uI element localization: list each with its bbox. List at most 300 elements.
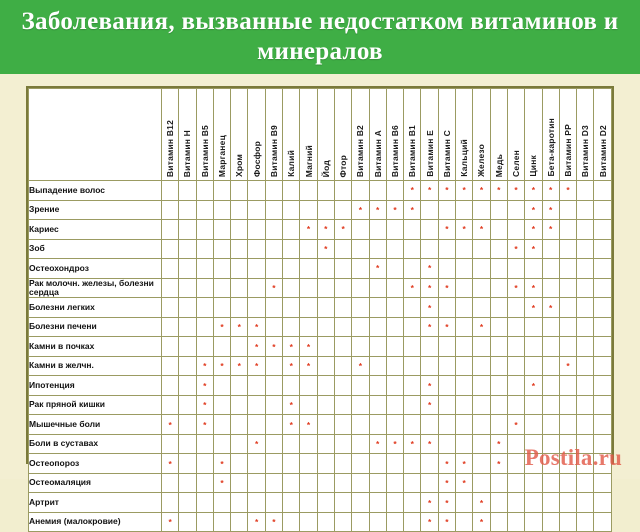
table-cell bbox=[594, 512, 612, 532]
table-cell bbox=[231, 337, 248, 357]
table-cell bbox=[231, 298, 248, 318]
column-header-label: Витамин D3 bbox=[580, 124, 591, 177]
table-cell: * bbox=[213, 473, 230, 493]
column-header-label: Фтор bbox=[338, 154, 349, 177]
table-cell bbox=[386, 512, 403, 532]
table-cell bbox=[577, 356, 594, 376]
table-cell bbox=[559, 376, 576, 396]
table-cell bbox=[438, 415, 455, 435]
table-cell bbox=[162, 317, 179, 337]
column-header bbox=[231, 89, 248, 181]
table-cell: * bbox=[265, 512, 282, 532]
table-cell: * bbox=[421, 512, 438, 532]
table-cell bbox=[300, 395, 317, 415]
table-body bbox=[29, 181, 612, 532]
table-cell bbox=[179, 512, 196, 532]
table-cell bbox=[352, 454, 369, 474]
table-cell bbox=[196, 337, 213, 357]
table-cell: * bbox=[542, 200, 559, 220]
table-cell bbox=[283, 493, 300, 513]
table-row bbox=[29, 356, 612, 376]
table-cell bbox=[490, 220, 507, 240]
column-header-label: Цинк bbox=[528, 155, 539, 177]
table-cell: * bbox=[525, 200, 542, 220]
table-cell bbox=[490, 395, 507, 415]
table-cell bbox=[369, 473, 386, 493]
table-cell bbox=[490, 337, 507, 357]
table-cell bbox=[473, 239, 490, 259]
table-cell bbox=[317, 512, 334, 532]
table-cell bbox=[283, 259, 300, 279]
table-cell: * bbox=[404, 200, 421, 220]
watermark-label: Postila.ru bbox=[524, 445, 622, 470]
table-cell: * bbox=[525, 239, 542, 259]
table-cell bbox=[386, 395, 403, 415]
table-cell bbox=[456, 415, 473, 435]
table-cell bbox=[473, 376, 490, 396]
table-cell: * bbox=[317, 239, 334, 259]
table-cell bbox=[456, 200, 473, 220]
table-cell bbox=[317, 454, 334, 474]
table-cell bbox=[317, 259, 334, 279]
table-cell: * bbox=[231, 317, 248, 337]
table-cell bbox=[248, 493, 265, 513]
table-cell: * bbox=[438, 512, 455, 532]
table-cell bbox=[507, 259, 524, 279]
table-cell bbox=[265, 493, 282, 513]
table-cell bbox=[542, 376, 559, 396]
table-cell: * bbox=[300, 220, 317, 240]
disease-label: Рак пряной кишки bbox=[29, 395, 162, 415]
table-cell bbox=[525, 395, 542, 415]
table-cell bbox=[317, 415, 334, 435]
table-cell bbox=[265, 395, 282, 415]
column-header bbox=[421, 89, 438, 181]
table-cell: * bbox=[334, 220, 351, 240]
table-cell: * bbox=[162, 454, 179, 474]
column-header bbox=[179, 89, 196, 181]
table-cell: * bbox=[300, 356, 317, 376]
table-cell bbox=[196, 200, 213, 220]
table-row bbox=[29, 298, 612, 318]
table-cell bbox=[300, 376, 317, 396]
table-cell bbox=[162, 376, 179, 396]
table-cell bbox=[162, 278, 179, 298]
table-cell bbox=[248, 376, 265, 396]
table-cell bbox=[456, 337, 473, 357]
table-cell bbox=[456, 239, 473, 259]
table-cell bbox=[542, 317, 559, 337]
column-header-label: Марганец bbox=[217, 134, 228, 177]
table-cell bbox=[265, 259, 282, 279]
table-cell: * bbox=[438, 220, 455, 240]
table-cell bbox=[404, 512, 421, 532]
table-cell: * bbox=[438, 473, 455, 493]
table-cell bbox=[213, 493, 230, 513]
table-cell bbox=[179, 434, 196, 454]
table-cell: * bbox=[507, 239, 524, 259]
table-cell: * bbox=[438, 493, 455, 513]
column-header bbox=[404, 89, 421, 181]
table-cell bbox=[404, 317, 421, 337]
table-cell bbox=[213, 415, 230, 435]
table-cell bbox=[334, 200, 351, 220]
table-cell bbox=[317, 376, 334, 396]
table-cell bbox=[507, 317, 524, 337]
table-cell bbox=[369, 298, 386, 318]
table-cell: * bbox=[456, 454, 473, 474]
table-cell bbox=[594, 337, 612, 357]
column-header-label: Кальций bbox=[459, 139, 470, 177]
table-cell: * bbox=[248, 337, 265, 357]
column-header-label: Витамин D2 bbox=[597, 124, 608, 177]
table-cell bbox=[577, 278, 594, 298]
table-cell bbox=[352, 278, 369, 298]
table-cell bbox=[404, 239, 421, 259]
table-cell bbox=[179, 278, 196, 298]
table-cell bbox=[352, 473, 369, 493]
column-header-label: Витамин B6 bbox=[390, 124, 400, 177]
table-cell bbox=[300, 454, 317, 474]
table-row bbox=[29, 220, 612, 240]
table-cell bbox=[283, 239, 300, 259]
column-header-label: Витамин B9 bbox=[268, 124, 279, 177]
table-cell bbox=[456, 376, 473, 396]
table-cell bbox=[283, 220, 300, 240]
table-cell bbox=[334, 473, 351, 493]
table-cell bbox=[594, 220, 612, 240]
table-cell bbox=[265, 473, 282, 493]
table-cell bbox=[300, 298, 317, 318]
table-cell bbox=[456, 395, 473, 415]
table-cell bbox=[559, 395, 576, 415]
table-cell: * bbox=[369, 200, 386, 220]
table-cell bbox=[456, 493, 473, 513]
table-cell: * bbox=[438, 278, 455, 298]
table-cell bbox=[369, 337, 386, 357]
table-cell bbox=[559, 239, 576, 259]
table-cell bbox=[317, 181, 334, 201]
table-cell bbox=[577, 317, 594, 337]
table-cell bbox=[352, 376, 369, 396]
table-cell bbox=[490, 278, 507, 298]
table-cell bbox=[404, 259, 421, 279]
table-cell bbox=[559, 259, 576, 279]
table-cell bbox=[438, 376, 455, 396]
table-cell bbox=[283, 473, 300, 493]
table-row bbox=[29, 395, 612, 415]
table-cell bbox=[542, 356, 559, 376]
table-cell bbox=[283, 434, 300, 454]
column-header bbox=[525, 89, 542, 181]
table-cell: * bbox=[525, 298, 542, 318]
table-cell bbox=[490, 493, 507, 513]
table-cell: * bbox=[213, 454, 230, 474]
table-cell: * bbox=[542, 298, 559, 318]
table-cell bbox=[248, 298, 265, 318]
table-cell bbox=[577, 454, 594, 474]
table-cell: * bbox=[473, 317, 490, 337]
table-cell bbox=[369, 278, 386, 298]
table-cell bbox=[162, 181, 179, 201]
table-cell bbox=[248, 259, 265, 279]
column-header bbox=[162, 89, 179, 181]
table-cell: * bbox=[525, 278, 542, 298]
table-cell: * bbox=[231, 356, 248, 376]
table-cell bbox=[248, 278, 265, 298]
table-cell bbox=[300, 317, 317, 337]
table-cell bbox=[248, 220, 265, 240]
table-cell: * bbox=[421, 181, 438, 201]
table-cell bbox=[438, 356, 455, 376]
table-cell bbox=[317, 298, 334, 318]
table-cell bbox=[352, 337, 369, 357]
table-cell bbox=[283, 376, 300, 396]
table-cell: * bbox=[542, 220, 559, 240]
column-header-label: Хром bbox=[234, 153, 245, 177]
table-cell bbox=[196, 298, 213, 318]
table-cell bbox=[525, 512, 542, 532]
table-cell: * bbox=[473, 220, 490, 240]
table-cell bbox=[577, 259, 594, 279]
table-row bbox=[29, 454, 612, 474]
column-header bbox=[386, 89, 403, 181]
table-cell bbox=[352, 317, 369, 337]
table-cell bbox=[559, 512, 576, 532]
table-cell bbox=[352, 493, 369, 513]
table-cell bbox=[300, 278, 317, 298]
table-cell bbox=[162, 337, 179, 357]
table-cell bbox=[300, 259, 317, 279]
column-header bbox=[490, 89, 507, 181]
table-cell bbox=[438, 259, 455, 279]
table-cell bbox=[473, 454, 490, 474]
column-header-label: Медь bbox=[493, 153, 504, 177]
table-cell bbox=[473, 395, 490, 415]
table-cell: * bbox=[404, 278, 421, 298]
table-cell bbox=[231, 376, 248, 396]
table-cell bbox=[577, 239, 594, 259]
table-cell bbox=[456, 434, 473, 454]
table-cell bbox=[559, 415, 576, 435]
table-cell: * bbox=[162, 512, 179, 532]
column-header-label: Витамин B12 bbox=[165, 119, 176, 177]
table-cell: * bbox=[456, 473, 473, 493]
table-cell: * bbox=[265, 278, 282, 298]
table-row bbox=[29, 259, 612, 279]
table-cell bbox=[507, 512, 524, 532]
table-cell bbox=[162, 239, 179, 259]
disease-label: Артрит bbox=[29, 493, 162, 513]
table-cell bbox=[404, 454, 421, 474]
table-cell bbox=[525, 473, 542, 493]
table-cell bbox=[438, 200, 455, 220]
table-cell bbox=[559, 473, 576, 493]
table-cell bbox=[317, 278, 334, 298]
column-header-label: Бета-каротин bbox=[545, 118, 556, 177]
table-cell bbox=[421, 220, 438, 240]
table-header-row bbox=[29, 89, 612, 181]
table-cell: * bbox=[213, 317, 230, 337]
table-cell bbox=[386, 181, 403, 201]
column-header-label: Йод bbox=[320, 159, 331, 177]
table-cell bbox=[213, 200, 230, 220]
table-cell bbox=[283, 317, 300, 337]
table-cell bbox=[179, 239, 196, 259]
table-cell bbox=[404, 220, 421, 240]
table-cell bbox=[559, 298, 576, 318]
table-row bbox=[29, 239, 612, 259]
table-cell bbox=[542, 493, 559, 513]
table-cell: * bbox=[438, 317, 455, 337]
table-cell bbox=[542, 239, 559, 259]
table-cell bbox=[386, 493, 403, 513]
table-cell bbox=[404, 473, 421, 493]
column-header-label: Витамин B5 bbox=[199, 124, 210, 177]
table-cell bbox=[594, 278, 612, 298]
table-cell bbox=[179, 298, 196, 318]
disease-label: Кариес bbox=[29, 220, 162, 240]
table-cell: * bbox=[283, 395, 300, 415]
table-cell bbox=[542, 259, 559, 279]
table-cell bbox=[334, 239, 351, 259]
table-cell bbox=[248, 395, 265, 415]
table-cell: * bbox=[421, 395, 438, 415]
table-cell bbox=[248, 454, 265, 474]
table-cell bbox=[231, 181, 248, 201]
disease-label: Камни в желчн. bbox=[29, 356, 162, 376]
table-cell bbox=[542, 395, 559, 415]
table-cell bbox=[317, 337, 334, 357]
column-header-label: Витамин C bbox=[441, 129, 452, 177]
table-cell bbox=[577, 434, 594, 454]
table-cell bbox=[300, 181, 317, 201]
table-cell bbox=[369, 181, 386, 201]
table-cell bbox=[386, 337, 403, 357]
table-cell bbox=[352, 298, 369, 318]
table-cell bbox=[577, 337, 594, 357]
table-cell bbox=[231, 434, 248, 454]
table-cell bbox=[231, 493, 248, 513]
table-cell: * bbox=[473, 181, 490, 201]
table-row bbox=[29, 278, 612, 298]
table-cell bbox=[490, 317, 507, 337]
table-cell: * bbox=[248, 356, 265, 376]
table-cell bbox=[213, 278, 230, 298]
table-row bbox=[29, 473, 612, 493]
table-cell: * bbox=[525, 181, 542, 201]
table-cell bbox=[369, 512, 386, 532]
table-cell bbox=[577, 473, 594, 493]
column-header bbox=[438, 89, 455, 181]
table-cell bbox=[283, 200, 300, 220]
table-cell bbox=[525, 356, 542, 376]
table-cell bbox=[317, 356, 334, 376]
table-cell bbox=[473, 278, 490, 298]
table-cell: * bbox=[317, 220, 334, 240]
table-cell bbox=[421, 415, 438, 435]
table-cell: * bbox=[196, 395, 213, 415]
table-cell bbox=[525, 415, 542, 435]
table-cell bbox=[438, 298, 455, 318]
table-cell bbox=[438, 395, 455, 415]
table-cell bbox=[300, 434, 317, 454]
table-cell bbox=[369, 317, 386, 337]
table-cell bbox=[404, 298, 421, 318]
table-cell bbox=[352, 415, 369, 435]
table-cell bbox=[525, 434, 542, 454]
column-header bbox=[248, 89, 265, 181]
table-cell bbox=[300, 239, 317, 259]
table-row bbox=[29, 434, 612, 454]
table-cell bbox=[594, 473, 612, 493]
table-cell bbox=[594, 454, 612, 474]
table-cell: * bbox=[490, 181, 507, 201]
table-cell bbox=[334, 376, 351, 396]
table-cell: * bbox=[421, 298, 438, 318]
table-cell bbox=[196, 181, 213, 201]
table-cell: * bbox=[421, 493, 438, 513]
disease-label: Выпадение волос bbox=[29, 181, 162, 201]
column-header-label: Фосфор bbox=[251, 141, 262, 177]
table-cell bbox=[334, 181, 351, 201]
table-cell bbox=[213, 259, 230, 279]
table-cell bbox=[213, 376, 230, 396]
table-cell bbox=[577, 376, 594, 396]
table-cell bbox=[162, 473, 179, 493]
table-cell bbox=[594, 259, 612, 279]
table-cell bbox=[577, 415, 594, 435]
table-cell: * bbox=[559, 181, 576, 201]
table-cell bbox=[559, 278, 576, 298]
table-cell bbox=[317, 473, 334, 493]
table-cell bbox=[317, 200, 334, 220]
table-cell bbox=[438, 434, 455, 454]
table-cell bbox=[490, 259, 507, 279]
column-header bbox=[542, 89, 559, 181]
table-cell: * bbox=[352, 356, 369, 376]
table-cell bbox=[594, 317, 612, 337]
table-cell bbox=[490, 298, 507, 318]
table bbox=[28, 88, 612, 532]
table-cell bbox=[577, 512, 594, 532]
table-cell bbox=[507, 434, 524, 454]
column-header bbox=[300, 89, 317, 181]
table-cell bbox=[334, 317, 351, 337]
table-cell bbox=[231, 454, 248, 474]
table-cell bbox=[196, 512, 213, 532]
table-cell bbox=[507, 298, 524, 318]
table-cell: * bbox=[248, 434, 265, 454]
column-header bbox=[507, 89, 524, 181]
table-cell bbox=[386, 376, 403, 396]
table-cell bbox=[265, 376, 282, 396]
table-cell: * bbox=[421, 278, 438, 298]
table-cell bbox=[265, 181, 282, 201]
table-cell bbox=[213, 337, 230, 357]
table-cell bbox=[317, 317, 334, 337]
table-cell bbox=[231, 473, 248, 493]
table-cell bbox=[577, 298, 594, 318]
table-cell: * bbox=[196, 415, 213, 435]
table-cell: * bbox=[386, 434, 403, 454]
table-cell: * bbox=[473, 493, 490, 513]
table-cell bbox=[162, 493, 179, 513]
table-cell: * bbox=[404, 434, 421, 454]
table-cell bbox=[265, 200, 282, 220]
table-cell bbox=[386, 220, 403, 240]
poster-header bbox=[0, 0, 640, 74]
